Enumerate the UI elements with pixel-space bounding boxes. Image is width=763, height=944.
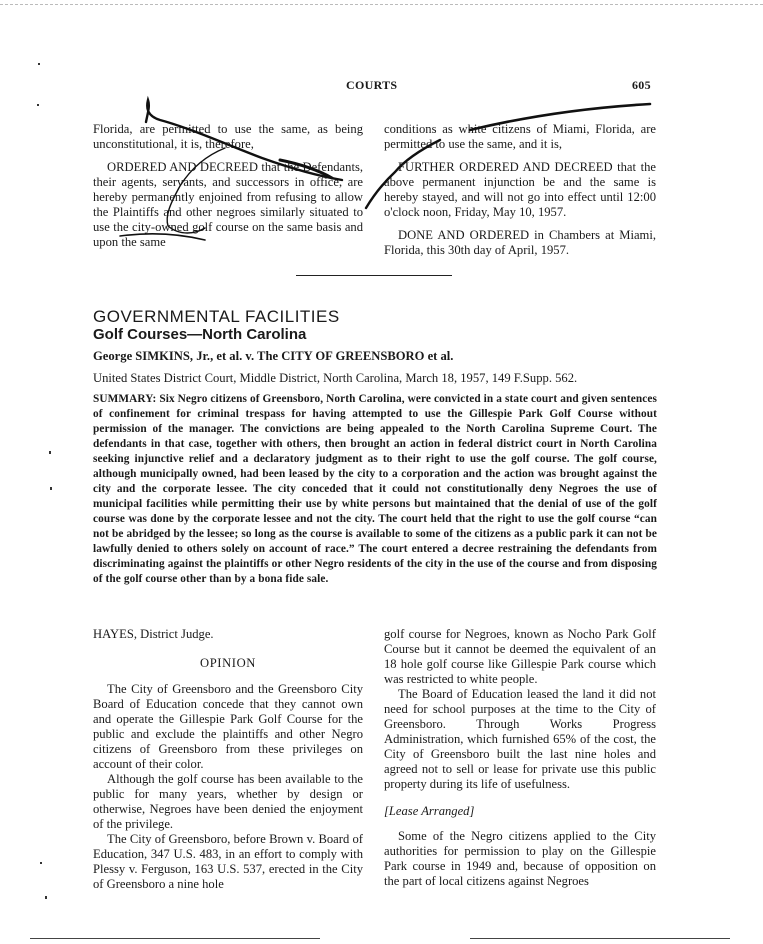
lease-arranged-subheading: [Lease Arranged] (384, 804, 475, 818)
top-right-para-1: conditions as white citizens of Miami, Florida, are permitted to use the same, and it is, (384, 122, 656, 151)
scan-speck (49, 451, 51, 454)
scan-speck (45, 896, 47, 899)
case-name: George SIMKINS, Jr., et al. v. The CITY OF GREENSBORO et al. (93, 349, 454, 363)
top-left-para-2: ORDERED AND DECREED that the Defendants, their agents, servants, and successors in office, are hereby permanently enjoined from refusing to allow the Plaintiffs and other negroes similarly situated to use the city-owned golf course on the same basis and upon the same (93, 160, 363, 249)
top-right-para-2: FURTHER ORDERED AND DECREED that the above permanent injunction be and the same is hereby stayed, and will not go into effect until 12:00 o'clock noon, Friday, May 10, 1957. (384, 160, 656, 219)
scan-speck (40, 862, 42, 864)
section-subtitle: Golf Courses—North Carolina (93, 326, 307, 343)
opinion-right-para-1: golf course for Negroes, known as Nocho Park Golf Course but it cannot be deemed the equivalent of an 18 hole golf course like Gillespie Park course which was restricted to white people. (384, 627, 656, 686)
opinion-right-column (384, 627, 656, 889)
section-title: GOVERNMENTAL FACILITIES (93, 307, 340, 326)
scan-speck (38, 63, 40, 65)
page-number: 605 (632, 78, 651, 92)
scan-speck (37, 104, 39, 106)
opinion-heading: OPINION (200, 656, 256, 670)
top-left-para-1: Florida, are permitted to use the same, as being unconstitutional, it is, therefore, (93, 122, 363, 151)
scan-speck (50, 487, 52, 490)
opinion-para-2: Although the golf course has been available to the public for many years, whether by design or otherwise, Negroes have been denied the enjoyment of the privilege. (93, 772, 363, 831)
opinion-right-para-2: The Board of Education leased the land it did not need for school purposes at the time to the City of Greensboro. Through Works Progress Administration, which furnished 65% of the cost, the City of Greensboro built the last nine holes and agreed not to sell or lease for private use this public property during its life of usefulness. (384, 687, 656, 791)
top-right-para-3: DONE AND ORDERED in Chambers at Miami, Florida, this 30th day of April, 1957. (384, 228, 656, 257)
footer-rule-left (30, 938, 320, 939)
case-summary: SUMMARY: Six Negro citizens of Greensboro, North Carolina, were convicted in a state court and given sentences of confinement for criminal trespass for having attempted to use the Gillespie Park Golf Course without permission of the manager. The convictions are being appealed to the North Carolina Supreme Court. The defendants in that case, together with others, then brought an action in federal district court in North Carolina seeking injunctive relief and a declaratory judgment as to their right to use the golf course. The golf course, although municipally owned, had been leased by the city to a corporation and the action was brought against the city and the corporate lessee. The city conceded that it could not constitutionally deny Negroes the use of municipal facilities while permitting their use by white persons but maintained that the denial of use of the golf course was done by the corporate lessee and not the city. The court held that the right to use the golf course “can not be abridged by the lessee; so long as the course is available to some of the citizens as a public park it can not be lawfully denied to others solely on account of race.” The court entered a decree restraining the defendants from discriminating against the plaintiffs or other Negro residents of the city in the use of the course and from disposing of the golf course other than by a bona fide sale. (93, 393, 657, 585)
judge-line: HAYES, District Judge. (93, 627, 214, 641)
opinion-para-3: The City of Greensboro, before Brown v. Board of Education, 347 U.S. 483, in an effort to comply with Plessy v. Ferguson, 163 U.S. 537, erected in the City of Greensboro a nine hole (93, 832, 363, 891)
opinion-para-1: The City of Greensboro and the Greensboro City Board of Education concede that they cannot own and operate the Gillespie Park Golf Course for the public and exclude the plaintiffs and other Negro citizens of Greensboro from these privileges on account of their color. (93, 682, 363, 771)
opinion-left-column (93, 627, 363, 892)
case-citation: United States District Court, Middle District, North Carolina, March 18, 1957, 149 F.Supp. 562. (93, 371, 578, 385)
running-head: COURTS (346, 78, 398, 92)
footer-rule-right (470, 938, 730, 939)
section-divider (296, 275, 452, 276)
opinion-right-para-3: Some of the Negro citizens applied to the City authorities for permission to play on the Gillespie Park course in 1949 and, because of opposition on the part of local citizens against Negroes (384, 829, 656, 888)
handwritten-strike-marks (0, 0, 763, 260)
